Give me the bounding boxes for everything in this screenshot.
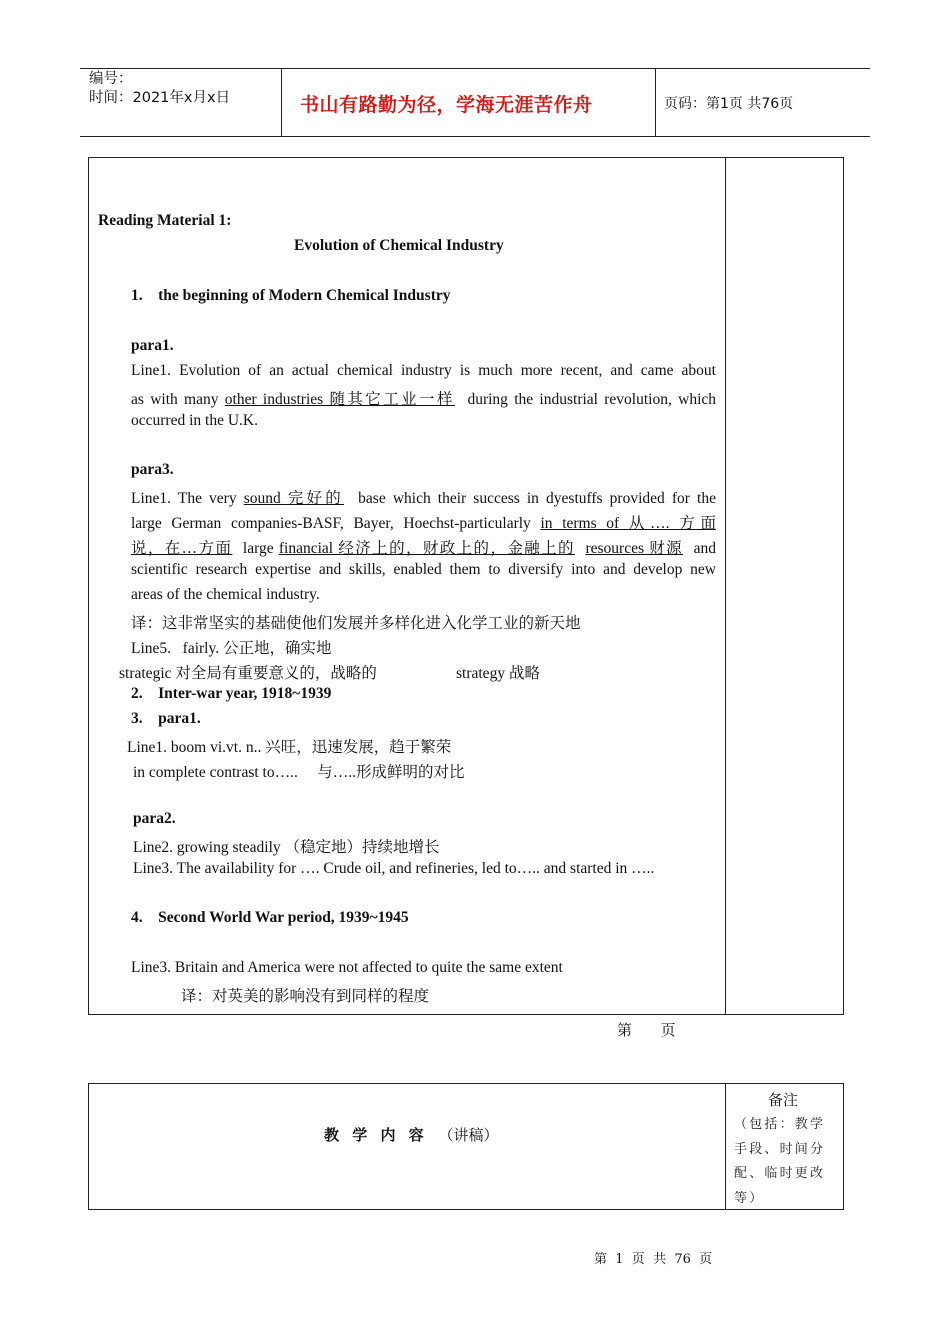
text-line bbox=[131, 511, 716, 533]
section-heading: 4. Second World War period, 1939~1945 bbox=[131, 909, 409, 926]
reading-title: Reading Material 1: bbox=[98, 212, 232, 229]
doc-code-label: 编号： bbox=[89, 71, 133, 87]
vocab-note: Line3. The availability for …. Crude oil, and refineries, led to….. and started in ….. bbox=[133, 860, 655, 877]
text-line: scientific research expertise and skills, enabled them to diversify into and develop new bbox=[131, 561, 716, 578]
text-span: Line1. The very bbox=[131, 490, 244, 507]
vocab-term: other industries 随其它工业一样 bbox=[224, 391, 455, 408]
notes-description: （包括：教学手段、时间分配、临时更改等） bbox=[734, 1117, 826, 1206]
header-page-info: 页码：第1页 共76页 bbox=[664, 96, 794, 112]
translation-line: 译：这非常坚实的基础使他们发展并多样化进入化学工业的新天地 bbox=[131, 615, 581, 632]
para-label: para3. bbox=[131, 461, 174, 478]
text-span: during the industrial revolution, which bbox=[454, 391, 717, 408]
vocab-note: strategic 对全局有重要意义的，战略的 bbox=[119, 665, 377, 682]
vocab-term: sound 完好的 bbox=[243, 490, 344, 507]
text-line bbox=[131, 536, 716, 558]
vocab-term: in terms of 从…. 方面 bbox=[540, 515, 717, 532]
vocab-note: strategy 战略 bbox=[456, 665, 540, 682]
vocab-term: 说，在…方面 bbox=[131, 540, 233, 557]
vocab-note: Line2. growing steadily （稳定地）持续地增长 bbox=[133, 839, 440, 856]
teaching-content-label bbox=[324, 1124, 498, 1145]
section-heading: 3. para1. bbox=[131, 710, 201, 727]
text-line bbox=[131, 387, 716, 409]
vocab-term: resources 财源 bbox=[585, 540, 684, 557]
doc-time-label: 时间：2021年x月x日 bbox=[89, 90, 231, 106]
text-span: and bbox=[683, 540, 716, 557]
text-span: base which their success in dyestuffs provided for the bbox=[343, 490, 716, 507]
text-span: large German companies-BASF, Bayer, Hoechst-particularly bbox=[131, 515, 541, 532]
page-marker: 第 页 bbox=[617, 1021, 676, 1039]
vocab-note: in complete contrast to….. 与…..形成鲜明的对比 bbox=[133, 764, 465, 781]
teaching-content-title: 教 学 内 容 bbox=[324, 1126, 428, 1144]
text-line: areas of the chemical industry. bbox=[131, 586, 320, 603]
notes-column-divider bbox=[725, 157, 726, 1015]
section-heading: 2. Inter-war year, 1918~1939 bbox=[131, 685, 332, 702]
teaching-header-table bbox=[88, 1083, 844, 1210]
notes-column-divider bbox=[725, 1083, 726, 1210]
header-divider bbox=[281, 68, 282, 136]
text-line bbox=[131, 486, 716, 508]
text-span bbox=[575, 540, 586, 557]
text-span: large bbox=[232, 540, 279, 557]
notes-title: 备注 bbox=[768, 1091, 799, 1109]
teaching-content-note: （讲稿） bbox=[438, 1126, 499, 1144]
text-span: as with many bbox=[131, 391, 225, 408]
text-line: occurred in the U.K. bbox=[131, 412, 258, 429]
vocab-note: Line3. Britain and America were not affected to quite the same extent bbox=[131, 959, 563, 976]
header-meta bbox=[89, 70, 230, 108]
main-title: Evolution of Chemical Industry bbox=[294, 237, 504, 254]
page-footer: 第 1 页 共 76 页 bbox=[594, 1252, 713, 1267]
header-motto: 书山有路勤为径，学海无涯苦作舟 bbox=[300, 94, 593, 116]
translation-line: 译：对英美的影响没有到同样的程度 bbox=[181, 988, 430, 1005]
section-heading: 1. the beginning of Modern Chemical Industry bbox=[131, 287, 451, 304]
vocab-note: Line1. boom vi.vt. n.. 兴旺，迅速发展，趋于繁荣 bbox=[127, 739, 452, 756]
header-divider bbox=[655, 68, 656, 136]
vocab-note: Line5. fairly. 公正地，确实地 bbox=[131, 640, 332, 657]
text-line: Line1. Evolution of an actual chemical industry is much more recent, and came about bbox=[131, 362, 716, 379]
para-label: para2. bbox=[133, 810, 176, 827]
para-label: para1. bbox=[131, 337, 174, 354]
vocab-term: financial 经济上的，财政上的，金融上的 bbox=[278, 540, 575, 557]
